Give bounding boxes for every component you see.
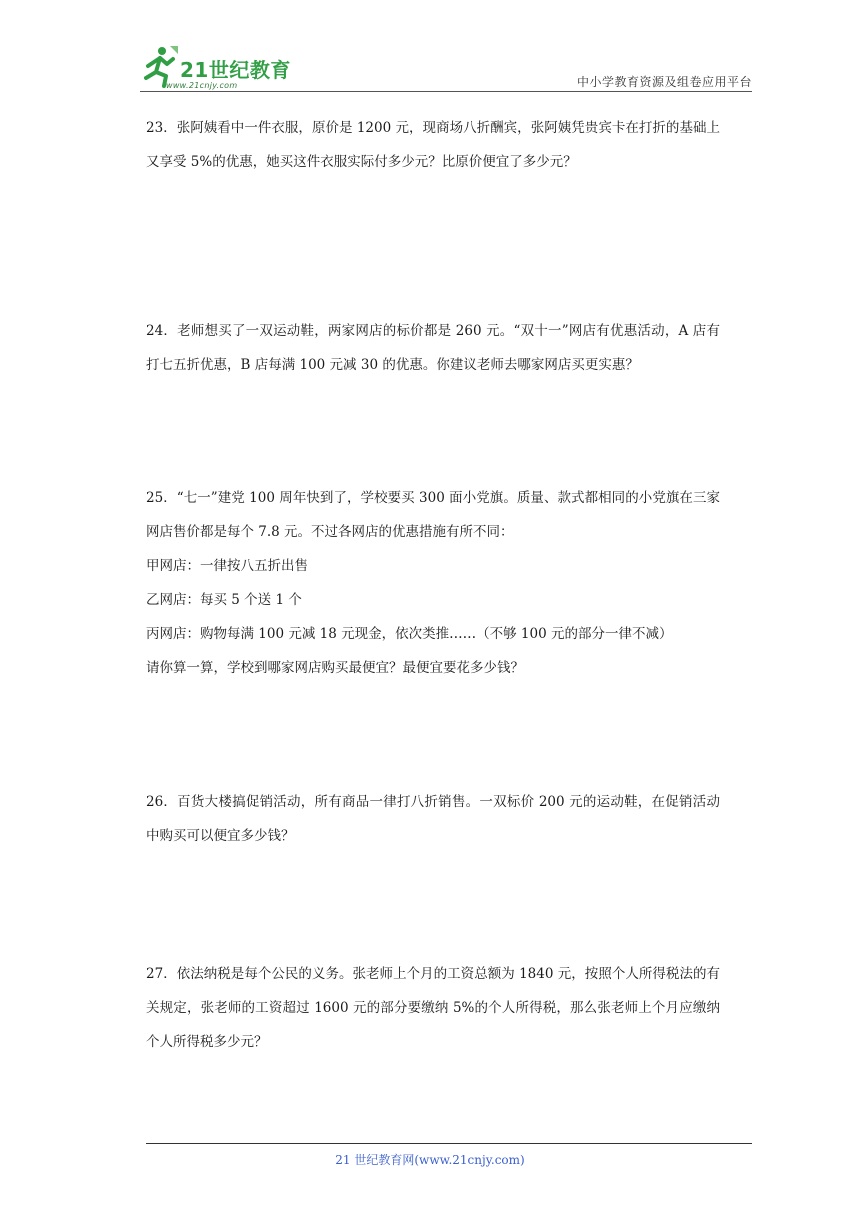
store-option-c: 丙网店：购物每满 100 元减 18 元现金，依次类推……（不够 100 元的部分一律不减） [146, 626, 673, 642]
question-text: 27．依法纳税是每个公民的义务。张老师上个月的工资总额为 1840 元，按照个人所得税法的有关规定，张老师的工资超过 1600 元的部分要缴纳 5%的个人所得税，那么张老师上个月应缴纳个人所得税多少元？ [146, 966, 720, 1050]
question-text: 26．百货大楼搞促销活动，所有商品一律打八折销售。一双标价 200 元的运动鞋，在促销活动中购买可以便宜多少钱？ [146, 794, 720, 844]
store-option-b: 乙网店：每买 5 个送 1 个 [146, 592, 302, 608]
question-text: 23．张阿姨看中一件衣服，原价是 1200 元，现商场八折酬宾，张阿姨凭贵宾卡在打折的基础上又享受 5%的优惠，她买这件衣服实际付多少元？比原价便宜了多少元？ [146, 120, 720, 170]
question-23 [146, 111, 720, 179]
store-option-a: 甲网店：一律按八五折出售 [146, 558, 308, 574]
question-text: 24．老师想买了一双运动鞋，两家网店的标价都是 260 元。“双十一”网店有优惠活动，A 店有打七五折优惠，B 店每满 100 元减 30 的优惠。你建议老师去哪家网店买更实惠？ [146, 323, 720, 373]
logo-text: 21世纪教育 [180, 58, 291, 82]
question-prompt: 请你算一算，学校到哪家网店购买最便宜？最便宜要花多少钱？ [146, 660, 524, 676]
question-text: 25．“七一”建党 100 周年快到了，学校要买 300 面小党旗。质量、款式都相同的小党旗在三家网店售价都是每个 7.8 元。不过各网店的优惠措施有所不同： [146, 490, 720, 540]
question-25 [146, 481, 720, 685]
header-divider [140, 91, 752, 92]
question-27 [146, 957, 720, 1059]
logo-url: www.21cnjy.com [166, 81, 238, 90]
platform-name: 中小学教育资源及组卷应用平台 [576, 75, 752, 89]
question-24 [146, 314, 720, 382]
footer-divider [146, 1143, 752, 1144]
page-header [140, 40, 752, 92]
logo [140, 44, 315, 92]
question-26 [146, 785, 720, 853]
footer-source: 21 世纪教育网(www.21cnjy.com) [335, 1153, 525, 1167]
